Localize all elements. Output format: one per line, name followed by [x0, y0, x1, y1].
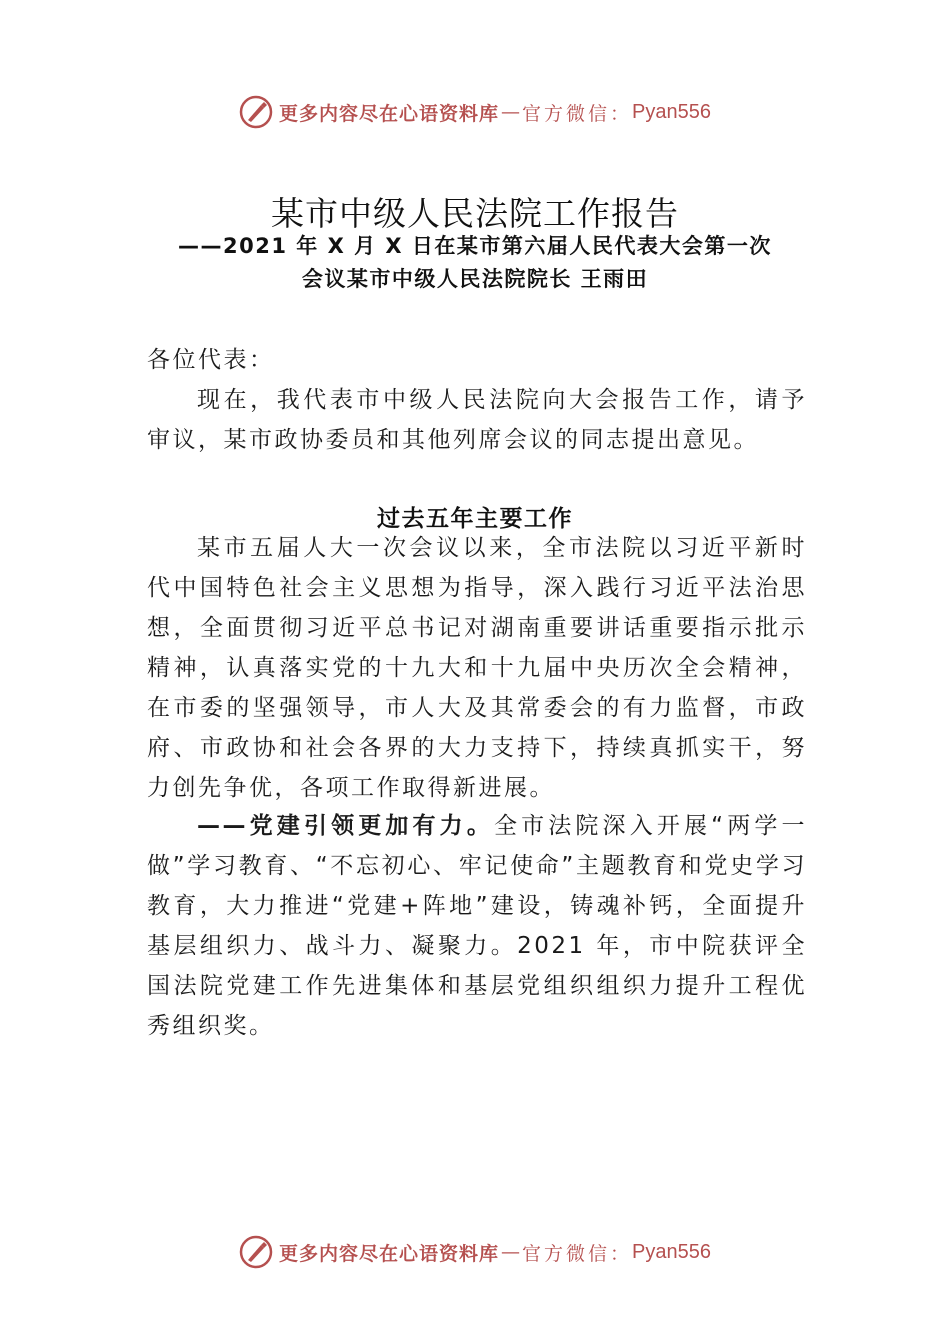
- pen-seal-icon: [239, 1235, 273, 1269]
- paragraph-2: [147, 806, 807, 1046]
- document-title: 某市中级人民法院工作报告: [271, 194, 679, 233]
- greeting: [147, 340, 807, 380]
- watermark-banner-bottom: [0, 1232, 950, 1272]
- paragraph-2-body: 全市法院深入开展“两学一做”学习教育、“不忘初心、牢记使命”主题教育和党史学习教育，大力推进“党建+阵地”建设，铸魂补钙，全面提升基层组织力、战斗力、凝聚力。2021 年，市中院获评全国法院党建工作先进集体和基层党组织组织力提升工程优秀组织奖。: [147, 813, 807, 1039]
- watermark-wechat-label: 官方微信：: [522, 102, 633, 125]
- section-heading: 过去五年主要工作: [377, 506, 573, 532]
- document-subtitle-line2: 会议某市中级人民法院院长 王雨田: [301, 267, 649, 291]
- watermark-dash: —: [501, 101, 521, 123]
- paragraph-1: [147, 528, 807, 808]
- paragraph-1-text: 某市五届人大一次会议以来，全市法院以习近平新时代中国特色社会主义思想为指导，深入践行习近平法治思想，全面贯彻习近平总书记对湖南重要讲话重要指示批示精神，认真落实党的十九大和十九届中央历次全会精神，在市委的坚强领导，市人大及其常委会的有力监督，市政府、市政协和社会各界的大力支持下，持续真抓实干，努力创先争优，各项工作取得新进展。: [147, 535, 807, 801]
- intro-text: 现在，我代表市中级人民法院向大会报告工作，请予审议，某市政协委员和其他列席会议的同志提出意见。: [147, 387, 807, 453]
- pen-seal-icon: [239, 95, 273, 129]
- document-subtitle-line1: ——2021 年 X 月 X 日在某市第六届人民代表大会第一次: [178, 234, 772, 258]
- intro-paragraph: [147, 380, 807, 460]
- greeting-text: 各位代表：: [147, 347, 275, 373]
- watermark-wechat-id: Pyan556: [632, 1240, 711, 1263]
- watermark-brand: 更多内容尽在心语资料库: [279, 1242, 500, 1265]
- paragraph-2-lead: ——党建引领更加有力。: [197, 813, 494, 839]
- watermark-brand: 更多内容尽在心语资料库: [279, 102, 500, 125]
- watermark-wechat-label: 官方微信：: [522, 1242, 633, 1265]
- watermark-wechat-id: Pyan556: [632, 100, 711, 123]
- watermark-banner-top: [0, 92, 950, 132]
- paragraph-2-text: [147, 806, 807, 1046]
- watermark-dash: —: [501, 1241, 521, 1263]
